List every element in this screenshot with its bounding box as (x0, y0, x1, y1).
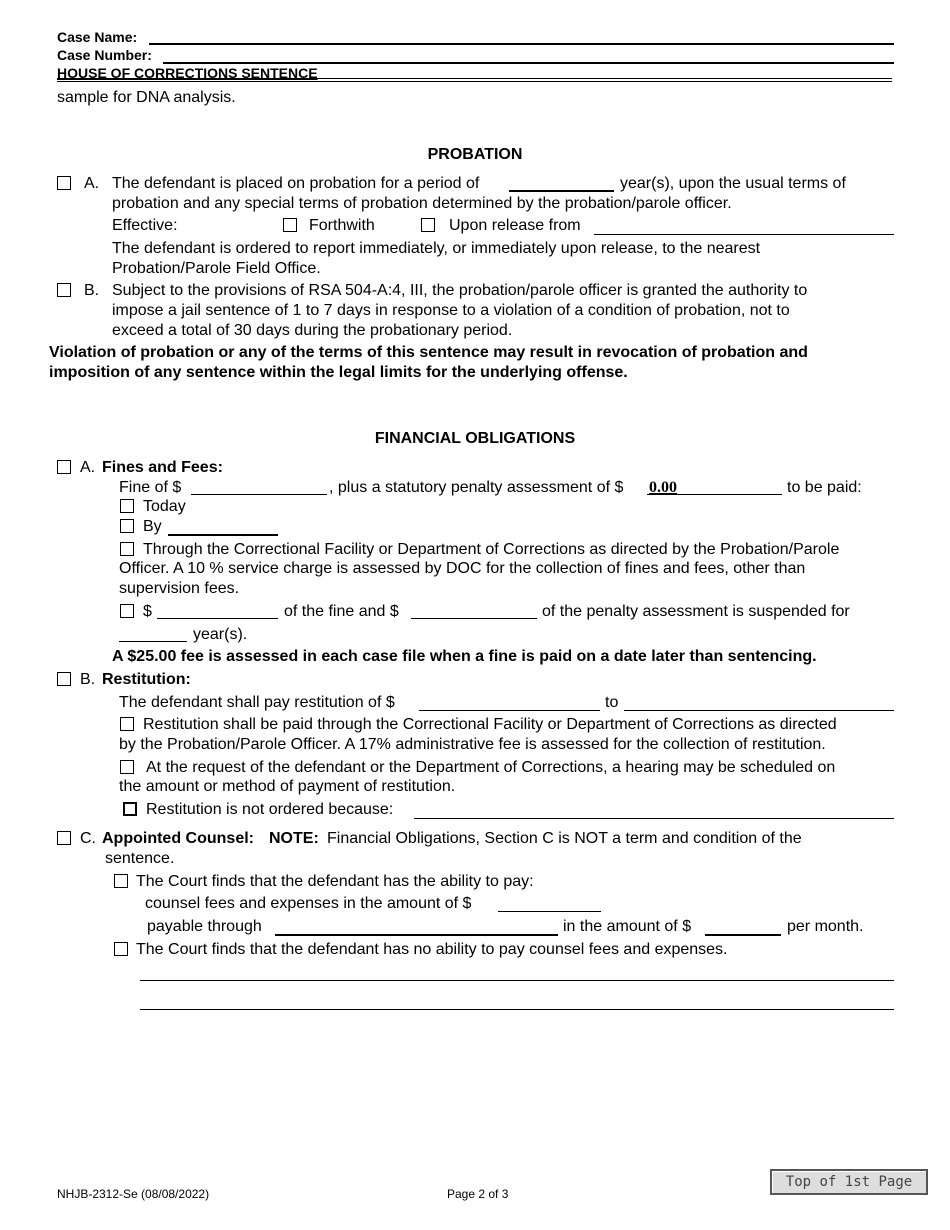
ability-label: The Court finds that the defendant has the ability to pay: (136, 873, 534, 890)
probation-years-field[interactable] (509, 190, 614, 192)
counsel-title: Appointed Counsel: (102, 830, 254, 847)
probation-b-text-1: Subject to the provisions of RSA 504-A:4, III, the probation/parole officer is granted the authority to (112, 282, 808, 299)
restitution-payee-field[interactable] (624, 710, 894, 711)
form-id: NHJB-2312-Se (08/08/2022) (57, 1187, 210, 1201)
restitution-checkbox[interactable] (57, 672, 71, 686)
hearing-text-1: At the request of the defendant or the Department of Corrections, a hearing may be scheduled on (146, 759, 836, 776)
to-be-paid-label: to be paid: (787, 479, 862, 496)
counsel-note-text-2: sentence. (105, 850, 175, 867)
ability-checkbox[interactable] (114, 874, 128, 888)
through-facility-text-1: Through the Correctional Facility or Department of Corrections as directed by the Probation/Parole (143, 541, 840, 558)
through-facility-text-3: supervision fees. (119, 580, 240, 597)
case-name-label: Case Name: (57, 29, 138, 45)
probation-warning-2: imposition of any sentence within the legal limits for the underlying offense. (49, 364, 628, 381)
carryover-text: sample for DNA analysis. (57, 89, 236, 106)
header-divider-2 (57, 81, 892, 82)
case-number-field[interactable] (163, 62, 894, 64)
suspend-penalty-field[interactable] (411, 618, 537, 619)
suspend-fine-field[interactable] (157, 618, 278, 619)
probation-heading: PROBATION (427, 146, 523, 163)
late-fee-notice: A $25.00 fee is assessed in each case file when a fine is paid on a date later than sentencing. (112, 648, 817, 665)
counsel-fees-label: counsel fees and expenses in the amount of $ (145, 895, 472, 912)
suspend-years-label: year(s). (193, 626, 248, 643)
penalty-amount-value: 0.00 (649, 479, 677, 496)
probation-warning-1: Violation of probation or any of the terms of this sentence may result in revocation of probation and (49, 344, 808, 361)
not-ordered-label: Restitution is not ordered because: (146, 801, 394, 818)
probation-b-letter: B. (84, 282, 100, 299)
upon-release-checkbox[interactable] (421, 218, 435, 232)
hearing-text-2: the amount or method of payment of restitution. (119, 778, 456, 795)
probation-b-text-3: exceed a total of 30 days during the probationary period. (112, 322, 513, 339)
probation-a-letter: A. (84, 175, 100, 192)
counsel-note-label: NOTE: (269, 830, 319, 847)
probation-a-checkbox[interactable] (57, 176, 71, 190)
financial-heading: FINANCIAL OBLIGATIONS (374, 430, 576, 447)
restitution-through-text-2: by the Probation/Parole Officer. A 17% administrative fee is assessed for the collection of restitution. (119, 736, 826, 753)
not-ordered-checkbox[interactable] (123, 802, 137, 816)
case-number-label: Case Number: (57, 47, 152, 63)
suspend-text-2: of the penalty assessment is suspended for (542, 603, 850, 620)
today-checkbox[interactable] (120, 499, 134, 513)
by-label: By (143, 518, 162, 535)
effective-label: Effective: (112, 217, 178, 234)
restitution-letter: B. (80, 671, 96, 688)
penalty-label: , plus a statutory penalty assessment of $ (329, 479, 624, 496)
probation-a-text-2: year(s), upon the usual terms of (620, 175, 846, 192)
payable-through-field[interactable] (275, 934, 558, 936)
case-name-field[interactable] (149, 43, 894, 45)
not-ordered-reason-field[interactable] (414, 818, 894, 819)
amount-label: in the amount of $ (563, 918, 692, 935)
top-of-first-page-button[interactable]: Top of 1st Page (770, 1169, 928, 1195)
no-ability-label: The Court finds that the defendant has no ability to pay counsel fees and expenses. (136, 941, 728, 958)
counsel-fees-field[interactable] (498, 911, 601, 912)
suspend-dollar: $ (143, 603, 152, 620)
monthly-amount-field[interactable] (705, 934, 781, 936)
report-text-2: Probation/Parole Field Office. (112, 260, 321, 277)
through-facility-checkbox[interactable] (120, 542, 134, 556)
fines-title: Fines and Fees: (102, 459, 223, 476)
forthwith-label: Forthwith (309, 217, 375, 234)
probation-a-text: The defendant is placed on probation for a period of (112, 175, 480, 192)
hearing-checkbox[interactable] (120, 760, 134, 774)
today-label: Today (143, 498, 186, 515)
through-facility-text-2: Officer. A 10 % service charge is assessed by DOC for the collection of fines and fees, other than (119, 560, 806, 577)
restitution-through-text-1: Restitution shall be paid through the Correctional Facility or Department of Corrections as directed (143, 716, 837, 733)
notes-line-1[interactable] (140, 980, 894, 981)
no-ability-checkbox[interactable] (114, 942, 128, 956)
restitution-amount-field[interactable] (419, 710, 600, 711)
probation-b-text-2: impose a jail sentence of 1 to 7 days in response to a violation of a condition of probation, not to (112, 302, 790, 319)
restitution-title: Restitution: (102, 671, 191, 688)
by-checkbox[interactable] (120, 519, 134, 533)
fine-label: Fine of $ (119, 479, 182, 496)
restitution-to-label: to (605, 694, 619, 711)
suspend-years-field[interactable] (119, 641, 187, 642)
fines-checkbox[interactable] (57, 460, 71, 474)
probation-b-checkbox[interactable] (57, 283, 71, 297)
report-text-1: The defendant is ordered to report immediately, or immediately upon release, to the nearest (112, 240, 761, 257)
upon-release-label: Upon release from (449, 217, 581, 234)
restitution-through-checkbox[interactable] (120, 717, 134, 731)
per-month-label: per month. (787, 918, 864, 935)
payable-through-label: payable through (147, 918, 262, 935)
fine-amount-field[interactable] (191, 494, 327, 495)
upon-release-field[interactable] (594, 234, 894, 235)
notes-line-2[interactable] (140, 1009, 894, 1010)
counsel-note-text: Financial Obligations, Section C is NOT a term and condition of the (327, 830, 802, 847)
restitution-pay-label: The defendant shall pay restitution of $ (119, 694, 395, 711)
suspend-checkbox[interactable] (120, 604, 134, 618)
counsel-letter: C. (80, 830, 96, 847)
page-number: Page 2 of 3 (447, 1187, 509, 1201)
probation-a-text-3: probation and any special terms of probation determined by the probation/parole officer. (112, 195, 732, 212)
counsel-checkbox[interactable] (57, 831, 71, 845)
by-date-field[interactable] (168, 534, 278, 536)
suspend-text-1: of the fine and $ (284, 603, 399, 620)
header-divider (57, 78, 892, 79)
forthwith-checkbox[interactable] (283, 218, 297, 232)
fines-letter: A. (80, 459, 96, 476)
section-label: HOUSE OF CORRECTIONS SENTENCE (57, 65, 318, 81)
